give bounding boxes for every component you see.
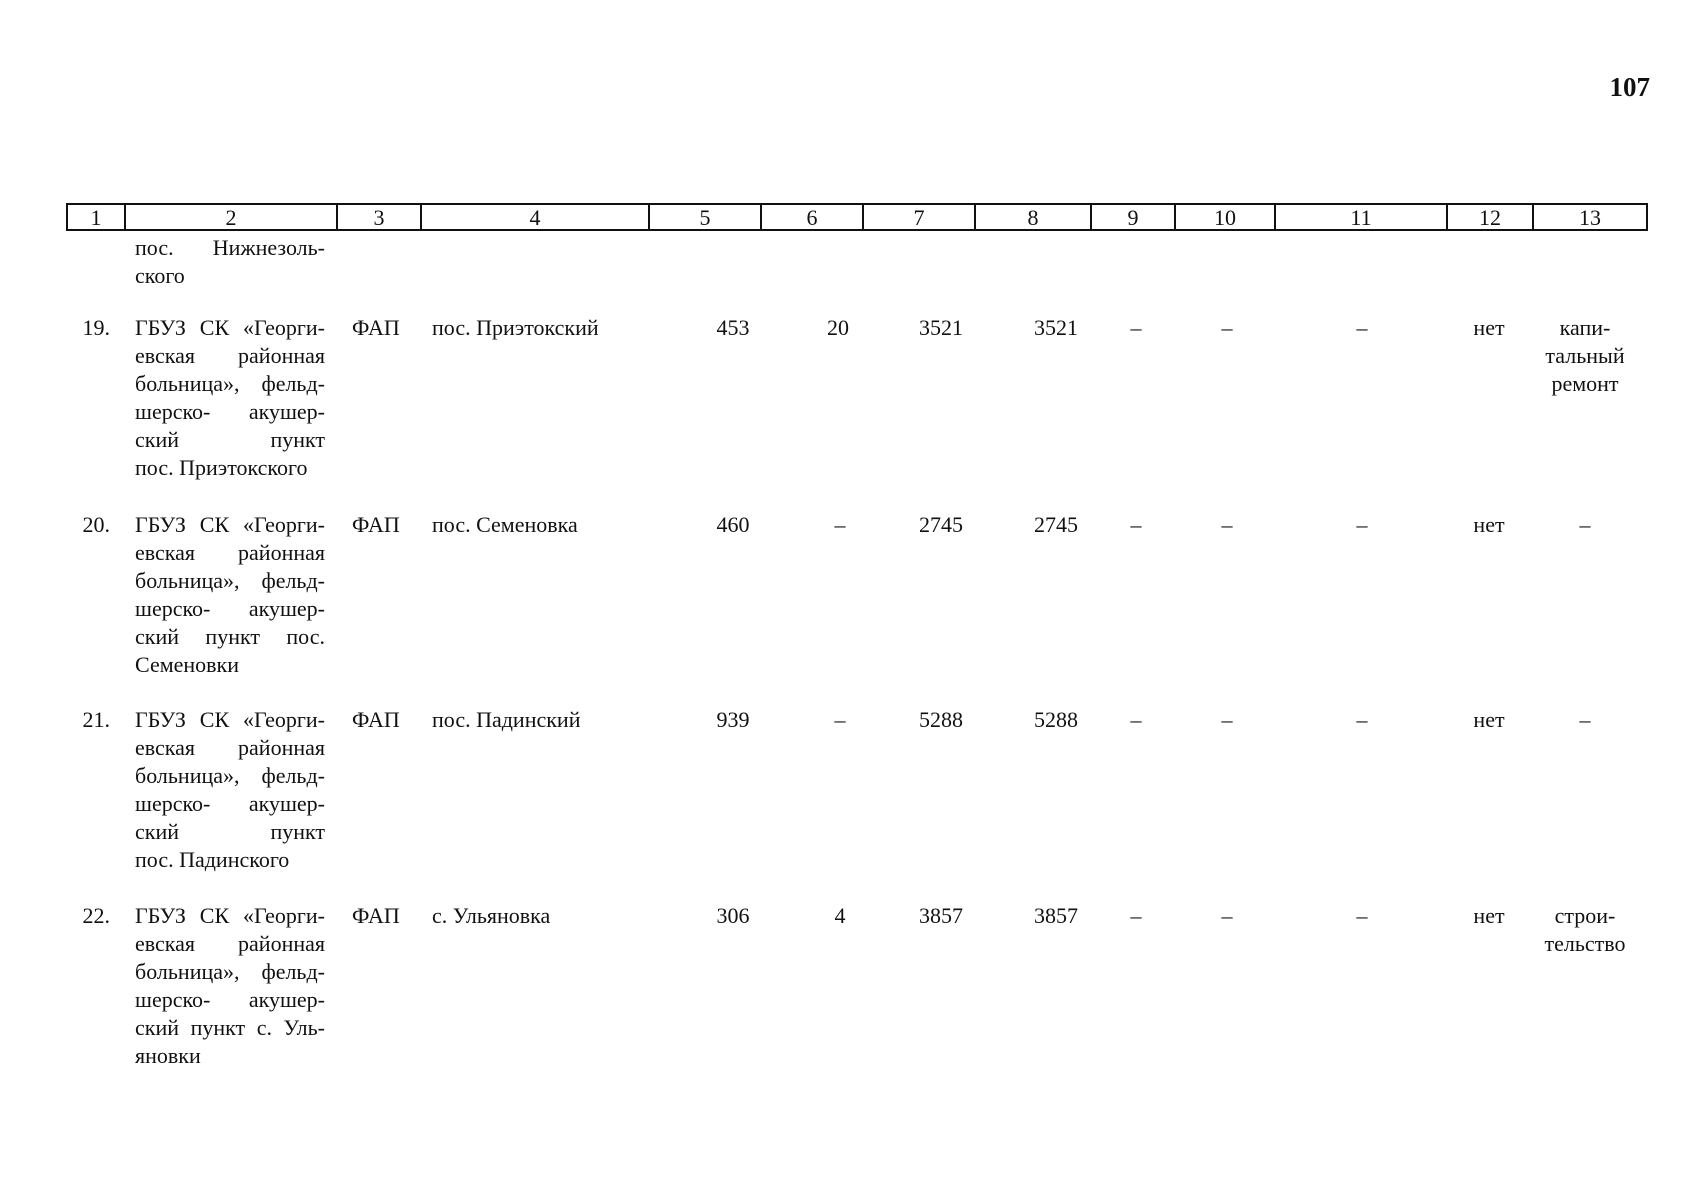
value-col13: строи- тельство — [1544, 903, 1626, 956]
institution-description — [135, 511, 325, 679]
value-col10: – — [1221, 512, 1233, 537]
value-col11: – — [1356, 903, 1368, 928]
description-line: ский пункт — [135, 427, 325, 452]
value-col7: 3857 — [919, 903, 963, 928]
header-cell-5: 5 — [650, 205, 762, 229]
value-col13: – — [1579, 512, 1591, 537]
value-col5: 306 — [716, 903, 750, 928]
value-col7: 2745 — [919, 512, 963, 537]
description-line: ский пункт — [135, 819, 325, 844]
institution-description — [135, 314, 325, 482]
value-col12: нет — [1473, 707, 1505, 732]
value-col9: – — [1130, 512, 1142, 537]
description-line: шерско- акушер- — [135, 791, 325, 816]
value-col6: 20 — [827, 315, 849, 340]
header-cell-8: 8 — [976, 205, 1092, 229]
header-cell-9: 9 — [1092, 205, 1176, 229]
description-line: Семеновки — [135, 652, 240, 677]
facility-type: ФАП — [352, 903, 400, 928]
header-cell-12: 12 — [1448, 205, 1534, 229]
description-line: больница», фельд- — [135, 763, 325, 788]
description-line: шерско- акушер- — [135, 987, 325, 1012]
description-line: ГБУЗ СК «Георги- — [135, 315, 325, 340]
settlement: с. Ульяновка — [432, 903, 551, 928]
facility-type: ФАП — [352, 315, 400, 340]
facility-type: ФАП — [352, 707, 400, 732]
value-col6: – — [834, 707, 846, 732]
row-number: 21. — [82, 707, 110, 732]
header-cell-11: 11 — [1276, 205, 1448, 229]
description-line: яновки — [135, 1043, 201, 1068]
header-cell-10: 10 — [1176, 205, 1276, 229]
row-number: 19. — [82, 315, 110, 340]
description-line: ГБУЗ СК «Георги- — [135, 512, 325, 537]
description-line: евская районная — [135, 931, 325, 956]
value-col5: 939 — [716, 707, 750, 732]
header-cell-7: 7 — [864, 205, 976, 229]
header-cell-3: 3 — [338, 205, 422, 229]
institution-description — [135, 902, 325, 1070]
institution-description — [135, 706, 325, 874]
value-col6: 4 — [834, 903, 846, 928]
value-col6: – — [834, 512, 846, 537]
description-line: больница», фельд- — [135, 959, 325, 984]
value-col11: – — [1356, 512, 1368, 537]
description-line: ский пункт пос. — [135, 624, 325, 649]
header-cell-2: 2 — [126, 205, 338, 229]
value-col5: 453 — [716, 315, 750, 340]
value-col10: – — [1221, 903, 1233, 928]
value-col13: капи- тальный ремонт — [1545, 315, 1625, 396]
value-col7: 3521 — [919, 315, 963, 340]
settlement: пос. Падинский — [432, 707, 581, 732]
value-col8: 3857 — [1034, 903, 1078, 928]
description-line: евская районная — [135, 540, 325, 565]
value-col9: – — [1130, 315, 1142, 340]
description-line: больница», фельд- — [135, 371, 325, 396]
continuation-description — [135, 234, 325, 290]
continuation-line: пос. Нижнезоль- — [135, 235, 325, 260]
facility-type: ФАП — [352, 512, 400, 537]
row-number: 22. — [82, 903, 110, 928]
description-line: евская районная — [135, 735, 325, 760]
header-cell-6: 6 — [762, 205, 864, 229]
value-col11: – — [1356, 707, 1368, 732]
value-col9: – — [1130, 707, 1142, 732]
value-col13: – — [1579, 707, 1591, 732]
value-col11: – — [1356, 315, 1368, 340]
description-line: шерско- акушер- — [135, 399, 325, 424]
description-line: больница», фельд- — [135, 568, 325, 593]
value-col8: 2745 — [1034, 512, 1078, 537]
table-header-row — [66, 203, 1648, 231]
value-col10: – — [1221, 315, 1233, 340]
description-line: шерско- акушер- — [135, 596, 325, 621]
settlement: пос. Приэтокский — [432, 315, 599, 340]
value-col7: 5288 — [919, 707, 963, 732]
value-col12: нет — [1473, 315, 1505, 340]
description-line: пос. Падинского — [135, 847, 290, 872]
page-number: 107 — [1609, 72, 1650, 102]
row-number: 20. — [82, 512, 110, 537]
header-cell-13: 13 — [1579, 205, 1601, 230]
description-line: ГБУЗ СК «Георги- — [135, 707, 325, 732]
value-col5: 460 — [716, 512, 750, 537]
description-line: ский пункт с. Уль- — [135, 1015, 325, 1040]
continuation-line: ского — [135, 263, 185, 288]
value-col10: – — [1221, 707, 1233, 732]
value-col12: нет — [1473, 903, 1505, 928]
header-cell-1: 1 — [68, 205, 126, 229]
description-line: пос. Приэтокского — [135, 455, 308, 480]
description-line: ГБУЗ СК «Георги- — [135, 903, 325, 928]
description-line: евская районная — [135, 343, 325, 368]
value-col12: нет — [1473, 512, 1505, 537]
value-col8: 3521 — [1034, 315, 1078, 340]
value-col8: 5288 — [1034, 707, 1078, 732]
value-col9: – — [1130, 903, 1142, 928]
header-cell-4: 4 — [422, 205, 650, 229]
settlement: пос. Семеновка — [432, 512, 578, 537]
